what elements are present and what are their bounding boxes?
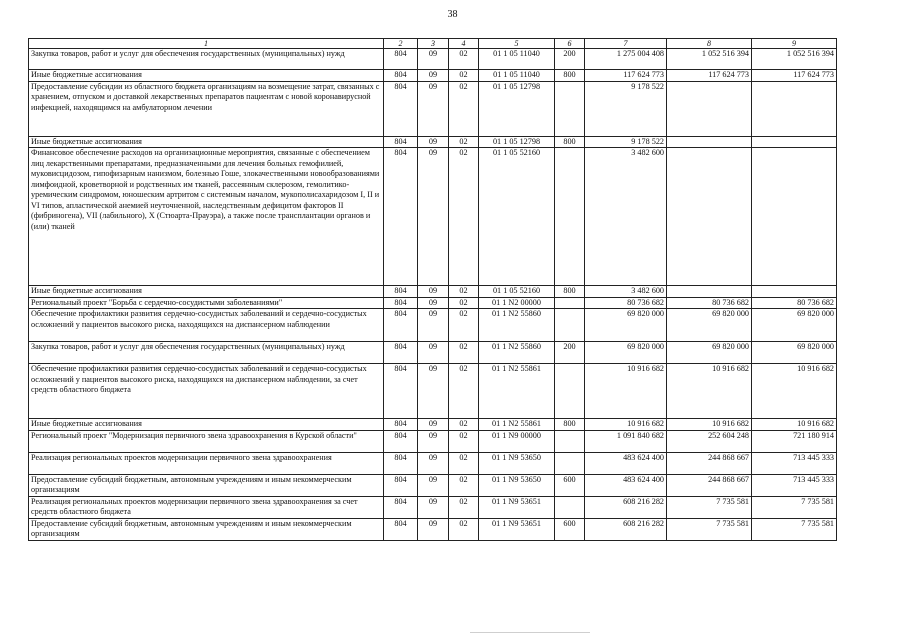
cell-ministry: 804 xyxy=(384,474,418,496)
cell-subsection: 02 xyxy=(449,452,479,474)
table-row xyxy=(29,342,837,364)
cell-amount-2 xyxy=(667,136,752,148)
cell-ministry: 804 xyxy=(384,136,418,148)
cell-expense-type: 200 xyxy=(555,49,585,70)
cell-ministry: 804 xyxy=(384,70,418,82)
table-row xyxy=(29,430,837,452)
cell-target: 01 1 N2 55861 xyxy=(479,419,555,431)
cell-amount-1: 1 091 840 682 xyxy=(585,430,667,452)
cell-amount-2 xyxy=(667,286,752,298)
column-header: 6 xyxy=(555,39,585,49)
cell-target: 01 1 N9 53650 xyxy=(479,474,555,496)
column-header: 9 xyxy=(752,39,837,49)
cell-subsection: 02 xyxy=(449,70,479,82)
cell-subsection: 02 xyxy=(449,496,479,518)
cell-amount-3 xyxy=(752,136,837,148)
cell-ministry: 804 xyxy=(384,364,418,419)
cell-section: 09 xyxy=(418,518,449,540)
cell-ministry: 804 xyxy=(384,430,418,452)
cell-expense-type: 800 xyxy=(555,70,585,82)
cell-amount-3 xyxy=(752,81,837,136)
cell-subsection: 02 xyxy=(449,419,479,431)
cell-subsection: 02 xyxy=(449,309,479,342)
cell-expense-type xyxy=(555,364,585,419)
cell-amount-2: 80 736 682 xyxy=(667,297,752,309)
cell-target: 01 1 05 52160 xyxy=(479,148,555,286)
cell-target: 01 1 05 52160 xyxy=(479,286,555,298)
cell-amount-3 xyxy=(752,148,837,286)
cell-name: Закупка товаров, работ и услуг для обеспечения государственных (муниципальных) нужд xyxy=(29,342,384,364)
cell-amount-2: 244 868 667 xyxy=(667,474,752,496)
cell-ministry: 804 xyxy=(384,518,418,540)
table-row xyxy=(29,474,837,496)
cell-expense-type: 800 xyxy=(555,136,585,148)
table-row xyxy=(29,148,837,286)
table-row xyxy=(29,49,837,70)
cell-amount-2: 1 052 516 394 xyxy=(667,49,752,70)
table-row xyxy=(29,81,837,136)
cell-amount-2: 69 820 000 xyxy=(667,309,752,342)
cell-section: 09 xyxy=(418,136,449,148)
cell-amount-3: 7 735 581 xyxy=(752,496,837,518)
cell-target: 01 1 05 11040 xyxy=(479,70,555,82)
cell-amount-3: 10 916 682 xyxy=(752,419,837,431)
cell-expense-type: 800 xyxy=(555,419,585,431)
cell-subsection: 02 xyxy=(449,518,479,540)
cell-amount-1: 9 178 522 xyxy=(585,81,667,136)
cell-amount-3: 713 445 333 xyxy=(752,452,837,474)
cell-subsection: 02 xyxy=(449,474,479,496)
cell-amount-2: 252 604 248 xyxy=(667,430,752,452)
cell-section: 09 xyxy=(418,148,449,286)
cell-ministry: 804 xyxy=(384,49,418,70)
cell-name: Закупка товаров, работ и услуг для обеспечения государственных (муниципальных) нужд xyxy=(29,49,384,70)
cell-amount-1: 483 624 400 xyxy=(585,474,667,496)
cell-amount-3: 1 052 516 394 xyxy=(752,49,837,70)
cell-target: 01 1 05 12798 xyxy=(479,136,555,148)
cell-amount-2: 7 735 581 xyxy=(667,496,752,518)
cell-section: 09 xyxy=(418,49,449,70)
cell-amount-3: 117 624 773 xyxy=(752,70,837,82)
cell-ministry: 804 xyxy=(384,419,418,431)
cell-expense-type xyxy=(555,309,585,342)
cell-amount-1: 69 820 000 xyxy=(585,342,667,364)
cell-target: 01 1 N9 53650 xyxy=(479,452,555,474)
cell-ministry: 804 xyxy=(384,452,418,474)
cell-name: Реализация региональных проектов модернизации первичного звена здравоохранения xyxy=(29,452,384,474)
cell-amount-2: 7 735 581 xyxy=(667,518,752,540)
cell-expense-type: 800 xyxy=(555,286,585,298)
cell-name: Финансовое обеспечение расходов на организационные мероприятия, связанные с обеспечением лиц лекарственными препаратами, предназначенными для лечения больных гемофилией, муковисцидозом, гипофизарным нанизмом, болезнью Гоше, злокачественными новообразованиями лимфоидной, кроветворной и родственных им тканей, рассеянным склерозом, гемолитико-уремическим синдромом, юношеским артритом с системным началом, мукополисахаридозом I, II и VI типов, апластической анемией неуточненной, наследственным дефицитом факторов II (фибриногена), VII (лабильного), X (Стюарта-Прауэра), а также после трансплантации органов и (или) тканей xyxy=(29,148,384,286)
table-row xyxy=(29,286,837,298)
table-row xyxy=(29,364,837,419)
table-row xyxy=(29,496,837,518)
cell-expense-type: 600 xyxy=(555,518,585,540)
cell-name: Иные бюджетные ассигнования xyxy=(29,286,384,298)
cell-section: 09 xyxy=(418,496,449,518)
cell-amount-3: 69 820 000 xyxy=(752,309,837,342)
cell-amount-1: 608 216 282 xyxy=(585,496,667,518)
cell-expense-type xyxy=(555,81,585,136)
cell-name: Иные бюджетные ассигнования xyxy=(29,70,384,82)
cell-section: 09 xyxy=(418,70,449,82)
column-header: 1 xyxy=(29,39,384,49)
cell-name: Предоставление субсидий бюджетным, автономным учреждениям и иным некоммерческим организациям xyxy=(29,474,384,496)
cell-subsection: 02 xyxy=(449,364,479,419)
cell-subsection: 02 xyxy=(449,297,479,309)
cell-section: 09 xyxy=(418,364,449,419)
cell-amount-2: 117 624 773 xyxy=(667,70,752,82)
cell-amount-1: 1 275 004 408 xyxy=(585,49,667,70)
table-row xyxy=(29,419,837,431)
cell-ministry: 804 xyxy=(384,309,418,342)
cell-target: 01 1 05 11040 xyxy=(479,49,555,70)
cell-subsection: 02 xyxy=(449,148,479,286)
column-header: 7 xyxy=(585,39,667,49)
cell-section: 09 xyxy=(418,419,449,431)
cell-subsection: 02 xyxy=(449,81,479,136)
table-row xyxy=(29,452,837,474)
cell-name: Иные бюджетные ассигнования xyxy=(29,419,384,431)
column-header: 8 xyxy=(667,39,752,49)
cell-ministry: 804 xyxy=(384,148,418,286)
cell-ministry: 804 xyxy=(384,286,418,298)
table-row xyxy=(29,518,837,540)
column-header: 2 xyxy=(384,39,418,49)
cell-expense-type xyxy=(555,430,585,452)
cell-ministry: 804 xyxy=(384,496,418,518)
cell-name: Обеспечение профилактики развития сердечно-сосудистых заболеваний и сердечно-сосудистых осложнений у пациентов высокого риска, находящихся на диспансерном наблюдении xyxy=(29,309,384,342)
cell-amount-1: 69 820 000 xyxy=(585,309,667,342)
cell-amount-1: 3 482 600 xyxy=(585,286,667,298)
table-row xyxy=(29,136,837,148)
cell-expense-type: 200 xyxy=(555,342,585,364)
cell-section: 09 xyxy=(418,297,449,309)
column-header: 4 xyxy=(449,39,479,49)
cell-subsection: 02 xyxy=(449,430,479,452)
cell-ministry: 804 xyxy=(384,297,418,309)
cell-target: 01 1 N9 53651 xyxy=(479,496,555,518)
cell-target: 01 1 N9 00000 xyxy=(479,430,555,452)
cell-subsection: 02 xyxy=(449,342,479,364)
cell-section: 09 xyxy=(418,81,449,136)
cell-section: 09 xyxy=(418,430,449,452)
cell-name: Предоставление субсидий бюджетным, автономным учреждениям и иным некоммерческим организациям xyxy=(29,518,384,540)
cell-amount-1: 9 178 522 xyxy=(585,136,667,148)
cell-amount-2: 10 916 682 xyxy=(667,419,752,431)
table-row xyxy=(29,309,837,342)
cell-amount-3 xyxy=(752,286,837,298)
cell-section: 09 xyxy=(418,452,449,474)
cell-amount-2: 69 820 000 xyxy=(667,342,752,364)
cell-amount-3: 69 820 000 xyxy=(752,342,837,364)
cell-amount-2: 244 868 667 xyxy=(667,452,752,474)
cell-name: Региональный проект "Борьба с сердечно-сосудистыми заболеваниями" xyxy=(29,297,384,309)
cell-amount-1: 3 482 600 xyxy=(585,148,667,286)
cell-subsection: 02 xyxy=(449,49,479,70)
cell-subsection: 02 xyxy=(449,136,479,148)
cell-section: 09 xyxy=(418,286,449,298)
cell-name: Региональный проект "Модернизация первичного звена здравоохранения в Курской области" xyxy=(29,430,384,452)
cell-amount-1: 10 916 682 xyxy=(585,419,667,431)
column-header: 5 xyxy=(479,39,555,49)
table-row xyxy=(29,297,837,309)
cell-section: 09 xyxy=(418,309,449,342)
cell-amount-2: 10 916 682 xyxy=(667,364,752,419)
cell-amount-3: 80 736 682 xyxy=(752,297,837,309)
cell-expense-type xyxy=(555,148,585,286)
cell-amount-3: 713 445 333 xyxy=(752,474,837,496)
cell-name: Предоставление субсидии из областного бюджета организациям на возмещение затрат, связанных с хранением, отпуском и доставкой лекарственных препаратов пациентам с новой коронавирусной инфекцией, находящимся на амбулаторном лечении xyxy=(29,81,384,136)
cell-expense-type xyxy=(555,496,585,518)
cell-amount-1: 10 916 682 xyxy=(585,364,667,419)
column-header: 3 xyxy=(418,39,449,49)
cell-section: 09 xyxy=(418,342,449,364)
cell-name: Реализация региональных проектов модернизации первичного звена здравоохранения за счет средств областного бюджета xyxy=(29,496,384,518)
cell-amount-3: 721 180 914 xyxy=(752,430,837,452)
cell-target: 01 1 N2 55861 xyxy=(479,364,555,419)
page-number: 38 xyxy=(447,9,458,20)
cell-amount-1: 608 216 282 xyxy=(585,518,667,540)
table-row xyxy=(29,70,837,82)
cell-subsection: 02 xyxy=(449,286,479,298)
scan-artifact-line xyxy=(470,632,590,633)
cell-target: 01 1 N2 00000 xyxy=(479,297,555,309)
cell-ministry: 804 xyxy=(384,342,418,364)
cell-target: 01 1 N9 53651 xyxy=(479,518,555,540)
cell-amount-3: 10 916 682 xyxy=(752,364,837,419)
cell-ministry: 804 xyxy=(384,81,418,136)
cell-amount-2 xyxy=(667,81,752,136)
cell-amount-2 xyxy=(667,148,752,286)
cell-target: 01 1 N2 55860 xyxy=(479,342,555,364)
budget-table xyxy=(28,38,837,541)
cell-name: Обеспечение профилактики развития сердечно-сосудистых заболеваний и сердечно-сосудистых осложнений у пациентов высокого риска, находящихся на диспансерном наблюдении, за счет средств областного бюджета xyxy=(29,364,384,419)
cell-name: Иные бюджетные ассигнования xyxy=(29,136,384,148)
cell-amount-1: 80 736 682 xyxy=(585,297,667,309)
cell-amount-1: 117 624 773 xyxy=(585,70,667,82)
cell-amount-1: 483 624 400 xyxy=(585,452,667,474)
cell-expense-type xyxy=(555,297,585,309)
cell-amount-3: 7 735 581 xyxy=(752,518,837,540)
header-row xyxy=(29,39,837,49)
cell-expense-type xyxy=(555,452,585,474)
cell-target: 01 1 N2 55860 xyxy=(479,309,555,342)
cell-expense-type: 600 xyxy=(555,474,585,496)
cell-target: 01 1 05 12798 xyxy=(479,81,555,136)
cell-section: 09 xyxy=(418,474,449,496)
